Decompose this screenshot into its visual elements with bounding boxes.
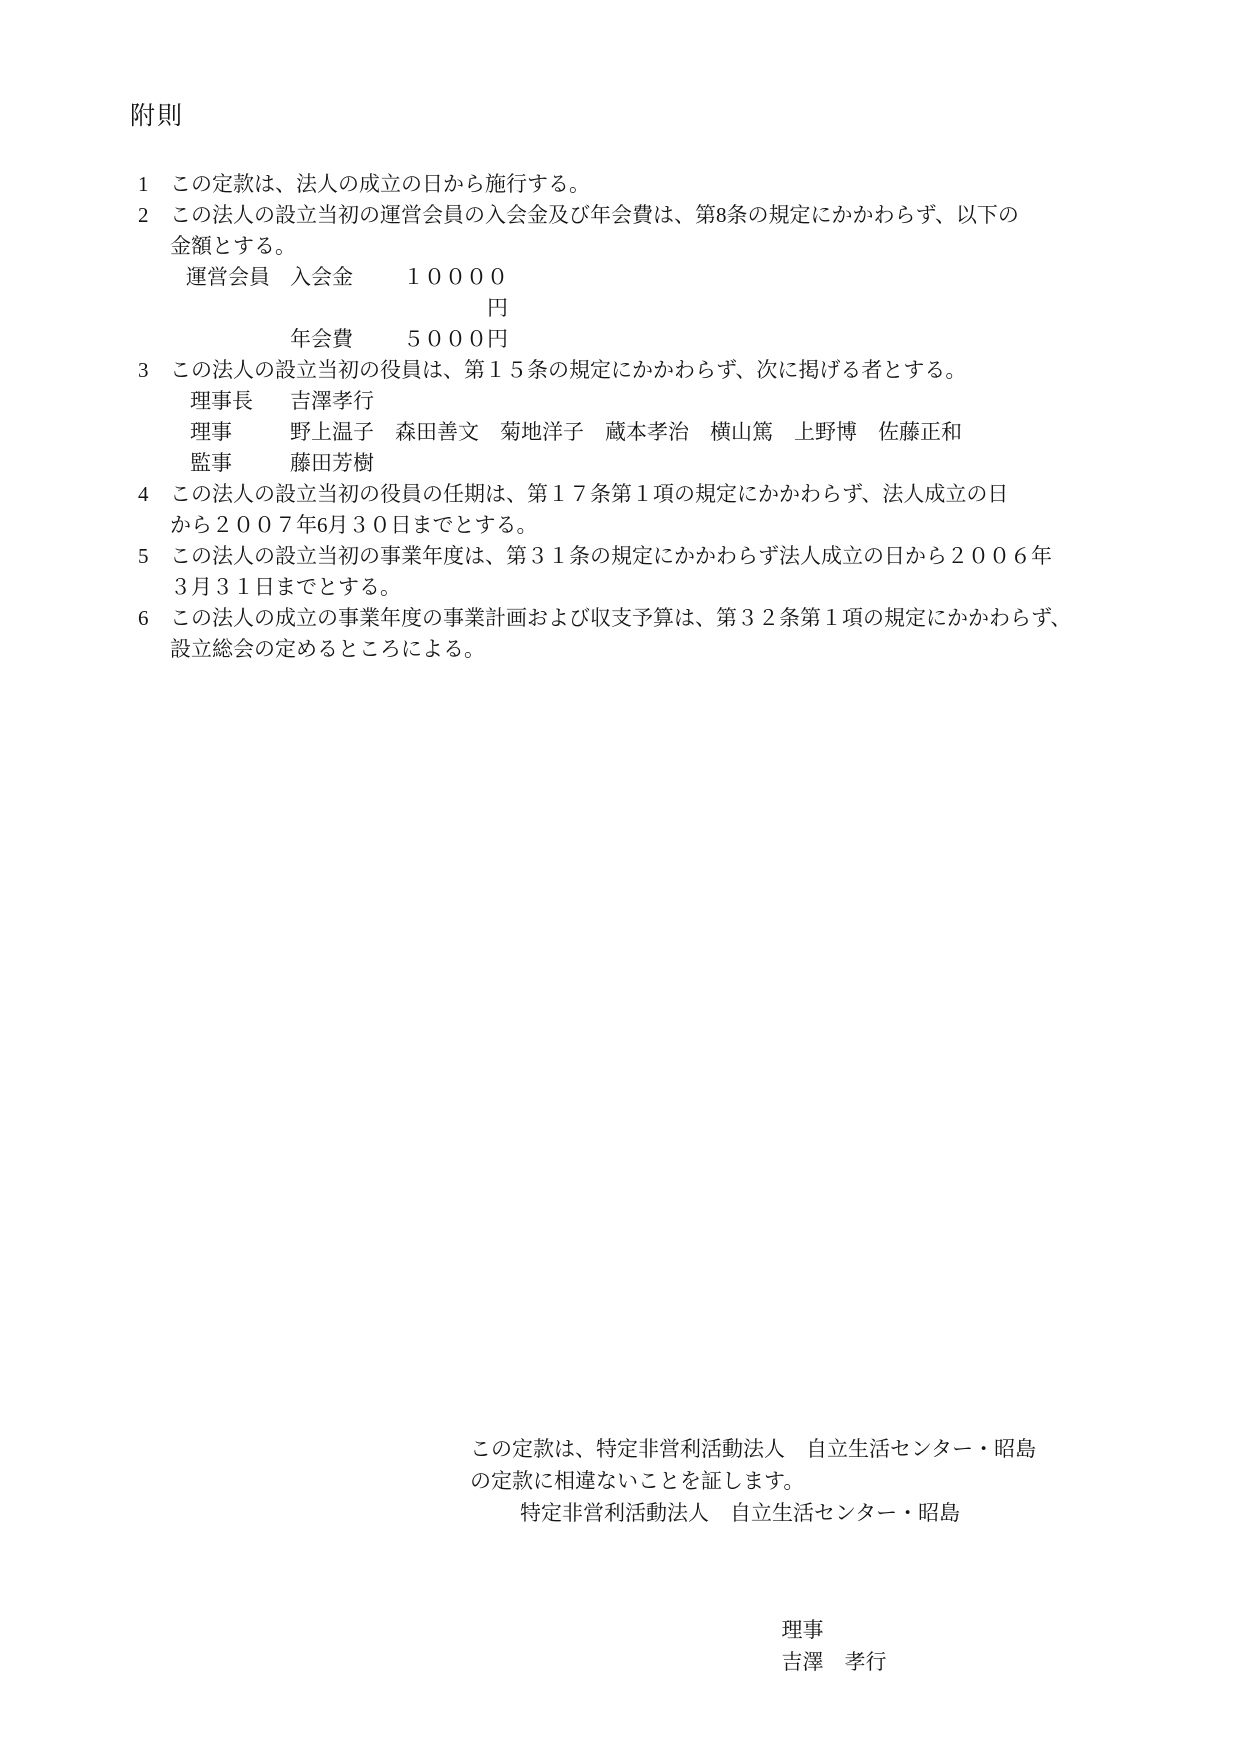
officer-names: 藤田芳樹 <box>290 451 374 475</box>
provision-item-1 <box>130 169 1100 200</box>
item-text <box>170 200 1100 355</box>
item-number: 4 <box>138 482 149 506</box>
officer-role: 理事長 <box>190 389 253 413</box>
supplementary-provisions <box>130 96 1100 665</box>
item-number: 2 <box>138 203 149 227</box>
fee-amount: ５０００円 <box>403 327 508 351</box>
officer-list <box>190 386 1100 479</box>
fee-member-type-blank <box>186 324 290 355</box>
signature-role: 理事 <box>781 1618 824 1642</box>
fee-label: 年会費 <box>290 327 353 351</box>
item-number: 5 <box>138 544 149 568</box>
text-line: ３月３１日までとする。 <box>170 575 401 599</box>
officer-names: 野上温子 森田善文 菊地洋子 蔵本孝治 横山篤 上野博 佐藤正和 <box>290 420 962 444</box>
signature-line <box>750 1582 1036 1710</box>
text-line: から２００７年6月３０日までとする。 <box>170 513 538 537</box>
page-title: 附則 <box>130 103 185 130</box>
item-number: 1 <box>138 172 149 196</box>
officer-row <box>190 417 1100 448</box>
text-line: この法人の設立当初の役員は、第１５条の規定にかかわらず、次に掲げる者とする。 <box>170 358 967 382</box>
fee-row <box>186 262 1100 324</box>
fee-label: 入会金 <box>290 265 353 289</box>
text-line: この法人の成立の事業年度の事業計画および収支予算は、第３２条第１項の規定にかかわらず、 <box>170 606 1072 630</box>
provision-item-6 <box>130 603 1100 665</box>
item-text <box>170 541 1100 603</box>
item-text <box>170 479 1100 541</box>
provision-item-5 <box>130 541 1100 603</box>
provision-item-3 <box>130 355 1100 479</box>
organization-name: 特定非営利活動法人 自立生活センター・昭島 <box>520 1501 961 1525</box>
text-line: この定款は、法人の成立の日から施行する。 <box>170 172 590 196</box>
text-line: 金額とする。 <box>170 234 296 258</box>
text-line: この法人の設立当初の役員の任期は、第１７条第１項の規定にかかわらず、法人成立の日 <box>170 482 1009 506</box>
text-line: この法人の設立当初の事業年度は、第３１条の規定にかかわらず法人成立の日から２００６年 <box>170 544 1052 568</box>
officer-row <box>190 386 1100 417</box>
provision-item-2 <box>130 200 1100 355</box>
fee-amount: １００００円 <box>403 265 508 320</box>
certification-line: この定款は、特定非営利活動法人 自立生活センター・昭島 <box>470 1437 1037 1461</box>
signature-name: 吉澤 孝行 <box>781 1650 887 1674</box>
certification-line: の定款に相違ないことを証します。 <box>470 1469 805 1493</box>
officer-row <box>190 448 1100 479</box>
item-number: 3 <box>138 358 149 382</box>
provision-item-4 <box>130 479 1100 541</box>
item-text <box>170 169 1100 200</box>
officer-names: 吉澤孝行 <box>290 389 374 413</box>
fee-table <box>186 262 1100 355</box>
fee-row <box>186 324 1100 355</box>
fee-member-type: 運営会員 <box>186 265 270 289</box>
item-text <box>170 603 1100 665</box>
certification-block <box>470 1433 1036 1710</box>
text-line: この法人の設立当初の運営会員の入会金及び年会費は、第8条の規定にかかわらず、以下の <box>170 203 1019 227</box>
officer-role: 監事 <box>190 451 232 475</box>
item-number: 6 <box>138 606 149 630</box>
officer-role: 理事 <box>190 420 232 444</box>
text-line: 設立総会の定めるところによる。 <box>170 637 485 661</box>
item-text <box>170 355 1100 479</box>
